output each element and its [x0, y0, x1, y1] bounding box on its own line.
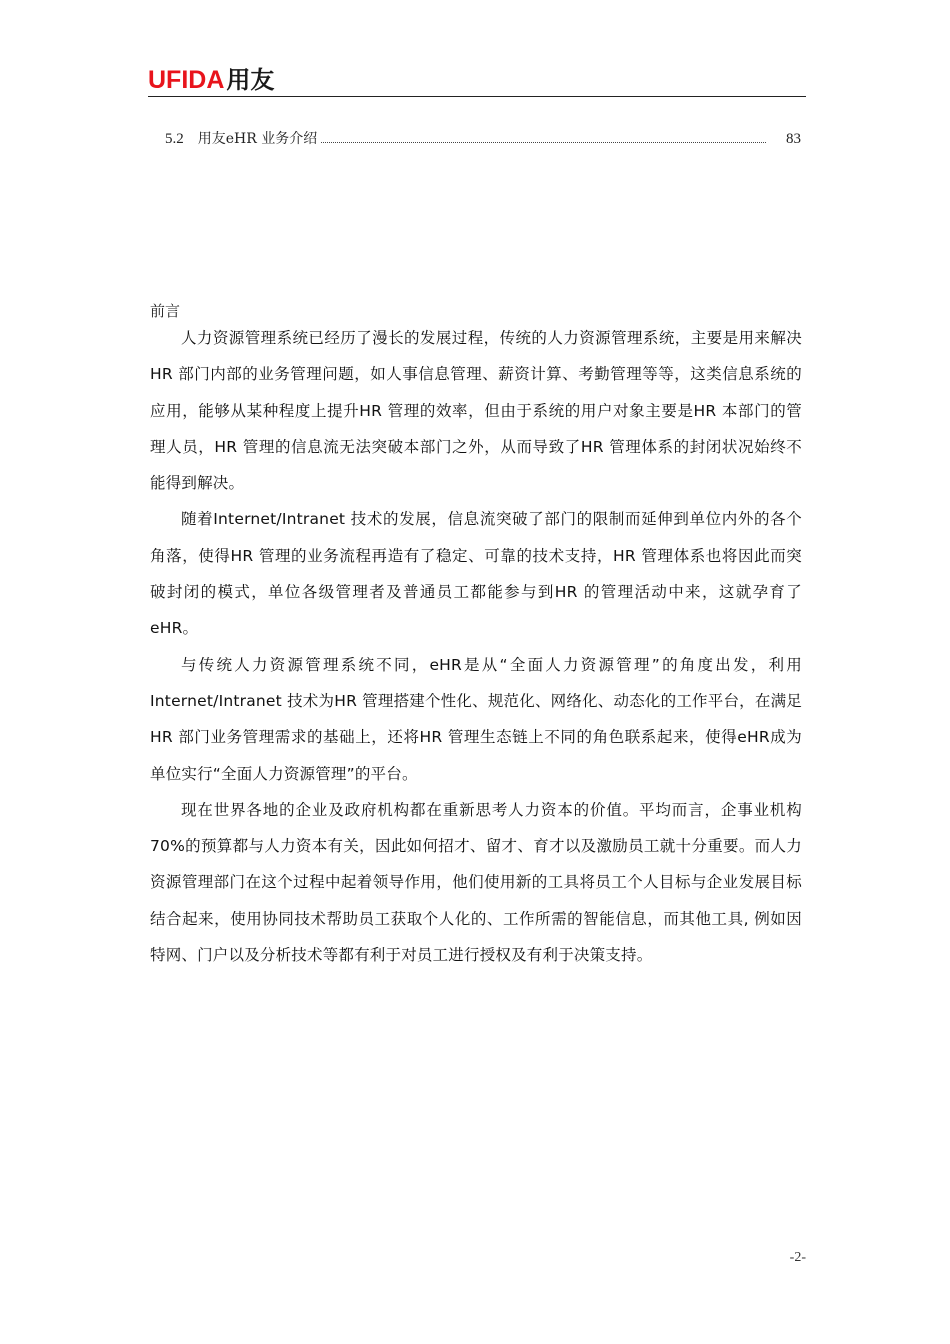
page-number: -2-	[789, 1250, 806, 1265]
paragraph: 随着Internet/Intranet 技术的发展，信息流突破了部门的限制而延伸到单位内外的各个角落，使得HR 管理的业务流程再造有了稳定、可靠的技术支持，HR 管理体系也将因此而突破封闭的模式，单位各级管理者及普通员工都能参与到HR 的管理活动中来，这就孕育了eHR。	[150, 510, 802, 638]
paragraph: 与传统人力资源管理系统不同，eHR是从“全面人力资源管理”的角度出发，利用Internet/Intranet 技术为HR 管理搭建个性化、规范化、网络化、动态化的工作平台，在满足HR 部门业务管理需求的基础上，还将HR 管理生态链上不同的角色联系起来，使得eHR成为单位实行“全面人力资源管理”的平台。	[150, 655, 802, 783]
toc-page-number: 83	[786, 131, 801, 147]
logo-cn-text: 用友	[226, 66, 275, 94]
toc-leader-dots	[321, 141, 766, 143]
paragraph: 现在世界各地的企业及政府机构都在重新思考人力资本的价值。平均而言，企事业机构70%的预算都与人力资本有关，因此如何招才、留才、育才以及激励员工就十分重要。而人力资源管理部门在这个过程中起着领导作用，他们使用新的工具将员工个人目标与企业发展目标结合起来，使用协同技术帮助员工获取个人化的、工作所需的智能信息，而其他工具, 例如因特网、门户以及分析技术等都有利于对员工进行授权及有利于决策支持。	[150, 800, 802, 965]
ufida-logo	[148, 66, 274, 94]
header-divider	[148, 96, 806, 97]
toc-section-number: 5.2	[165, 131, 184, 147]
preface-body	[150, 320, 802, 973]
page-header	[148, 62, 806, 98]
toc-section-title: 用友eHR 业务介绍	[197, 131, 318, 147]
preface-heading: 前言	[150, 302, 181, 320]
paragraph: 人力资源管理系统已经历了漫长的发展过程，传统的人力资源管理系统，主要是用来解决HR 部门内部的业务管理问题，如人事信息管理、薪资计算、考勤管理等等，这类信息系统的应用，能够从某种程度上提升HR 管理的效率，但由于系统的用户对象主要是HR 本部门的管理人员，HR 管理的信息流无法突破本部门之外，从而导致了HR 管理体系的封闭状况始终不能得到解决。	[150, 329, 802, 493]
logo-latin-text: UFIDA	[148, 66, 225, 94]
toc-entry[interactable]	[165, 128, 801, 150]
